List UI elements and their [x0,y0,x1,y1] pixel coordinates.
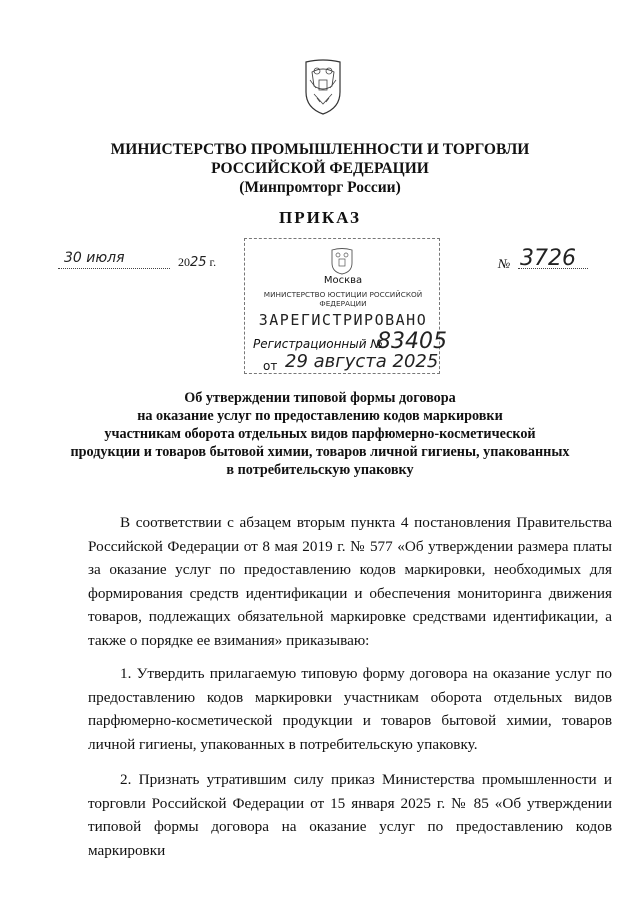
number-sign: № [498,256,511,271]
stamp-reg-label: Регистрационный № [253,337,383,351]
stamp-city: Москва [323,275,363,286]
order-date-year: 2025 г. [178,255,217,270]
preamble-paragraph: В соответствии с абзацем вторым пункта 4 постановления Правительства Российской Федерации от 8 мая 2019 г. № 577 «Об утверждении размера платы за оказание услуг по предоставлению кодов маркировки, необходимых для формирования средств идентификации и обеспечения мониторинга движения товаров, подлежащих обязательной маркировке средствами идентификации, а также о порядке ее взимания» приказываю: [88,514,612,649]
date-underline [58,268,170,269]
order-date-day-month: 30 июля [64,250,125,266]
ministry-header [0,140,640,197]
order-number [498,246,598,272]
order-title: ПРИКАЗ [279,208,361,227]
stamp-ministry: МИНИСТЕРСТВО ЮСТИЦИИ РОССИЙСКОЙ ФЕДЕРАЦИИ [263,290,423,308]
clause-1-paragraph: 1. Утвердить прилагаемую типовую форму договора на оказание услуг по предоставлению кодов маркировки участникам оборота отдельных видов парфюмерно-косметической продукции и товаров бытовой химии, товаров личной гигиены, упакованных в потребительскую упаковку. [88,665,612,753]
registration-stamp [244,238,447,374]
document-title-line: продукции и товаров бытовой химии, товаров личной гигиены, упакованных [70,444,570,460]
document-title-line: участникам оборота отдельных видов парфюмерно-косметической [104,426,536,442]
order-number-value: 3726 [520,246,576,271]
stamp-registered: ЗАРЕГИСТРИРОВАНО [258,311,428,329]
order-date [58,250,223,272]
ministry-name-line2: РОССИЙСКОЙ ФЕДЕРАЦИИ [211,160,429,177]
ministry-name-line1: МИНИСТЕРСТВО ПРОМЫШЛЕННОСТИ И ТОРГОВЛИ [110,141,530,158]
stamp-from-label: от [263,359,278,373]
document-title [60,389,580,479]
coat-of-arms-emblem [300,58,346,116]
number-underline [518,268,588,269]
document-title-line: Об утверждении типовой формы договора [184,390,456,406]
stamp-reg-number: 83405 [377,329,447,354]
stamp-from-date: 29 августа 2025 [285,351,439,372]
document-title-line: в потребительскую упаковку [226,462,414,478]
stamp-emblem-icon [329,247,355,275]
clause-2-paragraph: 2. Признать утратившим силу приказ Министерства промышленности и торговли Российской Федерации от 15 января 2025 г. № 85 «Об утверждении типовой формы договора на оказание услуг по предоставлению кодов маркировки [88,771,612,859]
document-title-line: на оказание услуг по предоставлению кодов маркировки [137,408,503,424]
ministry-short-name: (Минпромторг России) [239,179,401,196]
